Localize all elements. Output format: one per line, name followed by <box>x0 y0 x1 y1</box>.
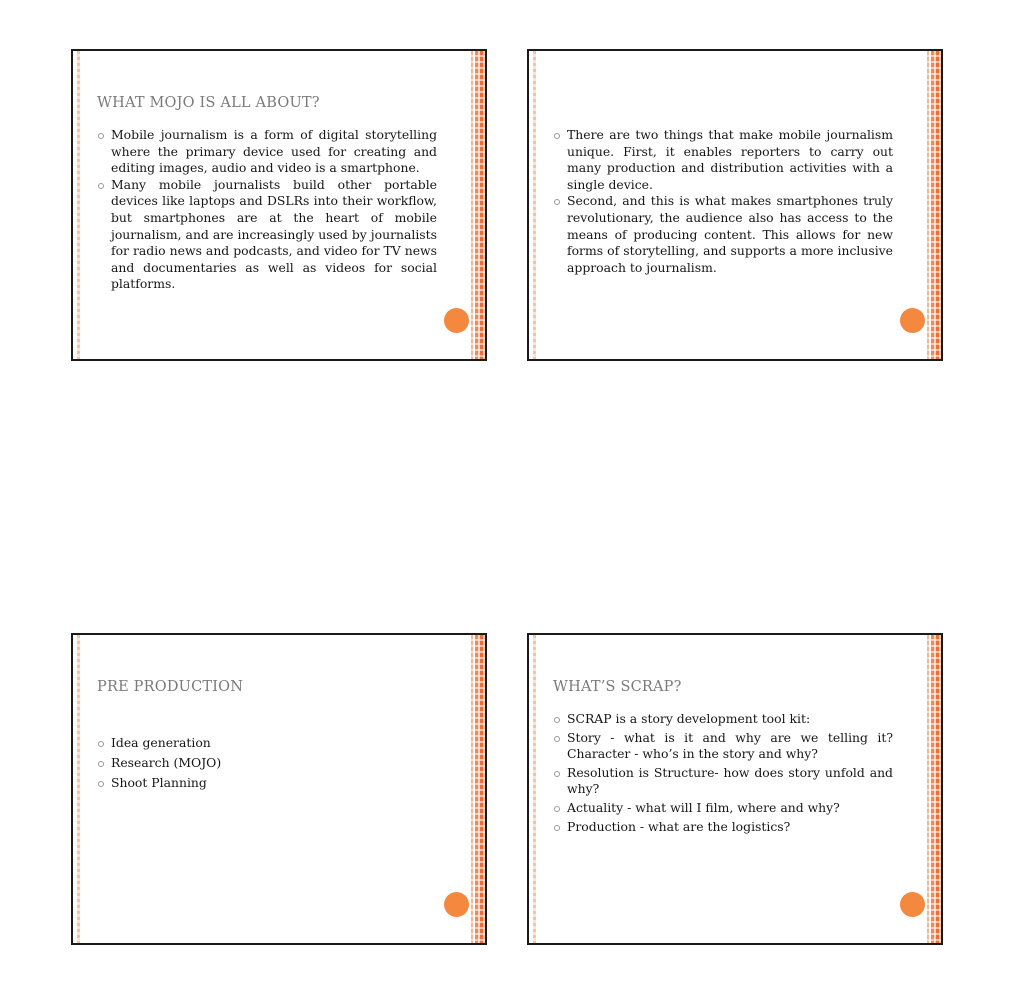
slide-3 <box>71 633 487 945</box>
bullet-item: SCRAP is a story development tool kit: <box>553 711 893 728</box>
slide-right-stripe <box>925 51 941 359</box>
bullet-item: Research (MOJO) <box>97 753 437 773</box>
slide-title: WHAT’S SCRAP? <box>553 679 682 695</box>
slide-right-stripe <box>469 635 485 943</box>
bullet-list <box>553 711 893 837</box>
bullet-item: Idea generation <box>97 733 437 753</box>
bullet-list <box>553 127 893 276</box>
slide-left-stripe <box>77 51 80 359</box>
bullet-item: Second, and this is what makes smartphones truly revolutionary, the audience also has access to the means of producing content. This allows for new forms of storytelling, and supports a more inclusive approach to journalism. <box>553 193 893 276</box>
slide-left-stripe <box>77 635 80 943</box>
orange-circle-icon <box>444 892 469 917</box>
orange-circle-icon <box>444 308 469 333</box>
slide-2 <box>527 49 943 361</box>
bullet-item: Mobile journalism is a form of digital storytelling where the primary device used for creating and editing images, audio and video is a smartphone. <box>97 127 437 177</box>
slide-left-stripe <box>533 51 536 359</box>
bullet-list <box>97 127 437 293</box>
orange-circle-icon <box>900 892 925 917</box>
bullet-item: Production - what are the logistics? <box>553 819 893 836</box>
bullet-list <box>97 733 437 793</box>
slide-1 <box>71 49 487 361</box>
bullet-item: There are two things that make mobile journalism unique. First, it enables reporters to carry out many production and distribution activities with a single device. <box>553 127 893 193</box>
bullet-item: Actuality - what will I film, where and why? <box>553 800 893 817</box>
bullet-item: Story - what is it and why are we telling it? Character - who’s in the story and why? <box>553 730 893 763</box>
orange-circle-icon <box>900 308 925 333</box>
slide-left-stripe <box>533 635 536 943</box>
slide-right-stripe <box>469 51 485 359</box>
bullet-item: Shoot Planning <box>97 773 437 793</box>
bullet-item: Many mobile journalists build other portable devices like laptops and DSLRs into their workflow, but smartphones are at the heart of mobile journalism, and are increasingly used by journalists for radio news and podcasts, and video for TV news and documentaries as well as videos for social platforms. <box>97 177 437 293</box>
slide-right-stripe <box>925 635 941 943</box>
bullet-item: Resolution is Structure- how does story unfold and why? <box>553 765 893 798</box>
slide-title: PRE PRODUCTION <box>97 679 244 695</box>
slide-4 <box>527 633 943 945</box>
slide-title: WHAT MOJO IS ALL ABOUT? <box>97 95 320 111</box>
